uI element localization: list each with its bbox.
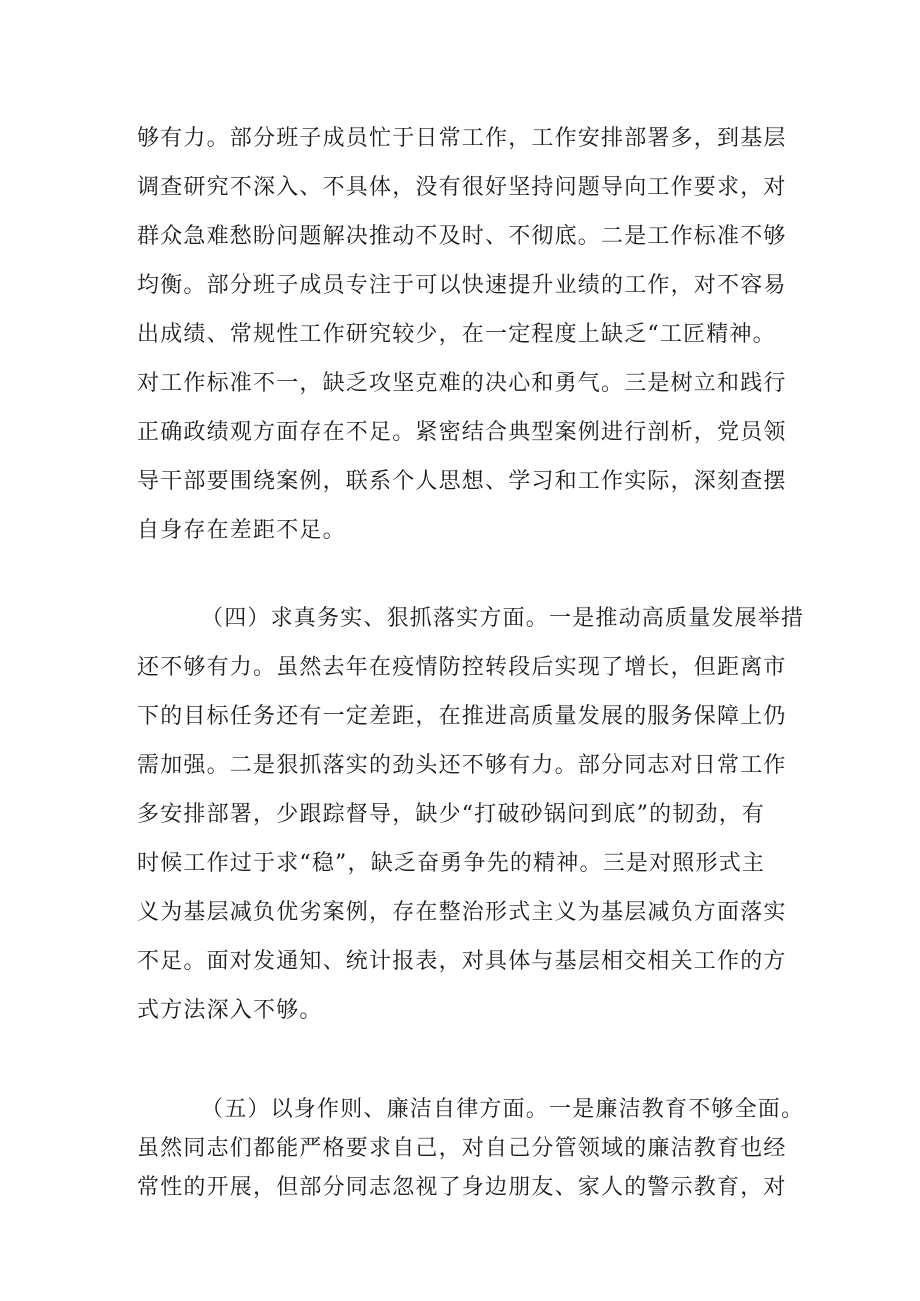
paragraph-work-standards — [137, 114, 797, 555]
text-line: （四）求真务实、狠抓落实方面。一是推动高质量发展举措 — [201, 606, 805, 631]
text-line: 群众急难愁盼问题解决推动不及时、不彻底。二是工作标准不够 — [137, 224, 787, 249]
text-line: 出成绩、常规性工作研究较少，在一定程度上缺乏“工匠精神。 — [137, 322, 776, 347]
text-line: 虽然同志们都能严格要求自己，对自己分管领域的廉洁教育也经 — [137, 1136, 787, 1161]
text-line: 常性的开展，但部分同志忽视了身边朋友、家人的警示教育，对 — [137, 1175, 787, 1200]
paragraph-section-four — [137, 594, 805, 1035]
text-line: 时候工作过于求“稳”，缺乏奋勇争先的精神。三是对照形式主 — [137, 851, 766, 876]
text-line: 对工作标准不一，缺乏攻坚克难的决心和勇气。三是树立和践行 — [137, 371, 787, 396]
paragraph-section-five — [137, 1090, 805, 1207]
text-line: 需加强。二是狠抓落实的劲头还不够有力。部分同志对日常工作 — [137, 753, 787, 778]
text-line: （五）以身作则、廉洁自律方面。一是廉洁教育不够全面。 — [201, 1097, 805, 1122]
text-line: 均衡。部分班子成员专注于可以快速提升业绩的工作，对不容易 — [137, 273, 787, 298]
text-line: 自身存在差距不足。 — [137, 518, 346, 543]
text-line: 正确政绩观方面存在不足。紧密结合典型案例进行剖析，党员领 — [137, 420, 787, 445]
text-line: 还不够有力。虽然去年在疫情防控转段后实现了增长，但距离市 — [137, 655, 787, 680]
text-line: 多安排部署，少跟踪督导，缺少“打破砂锅问到底”的韧劲，有 — [137, 802, 766, 827]
text-line: 下的目标任务还有一定差距，在推进高质量发展的服务保障上仍 — [137, 704, 787, 729]
text-line: 导干部要围绕案例，联系个人思想、学习和工作实际，深刻查摆 — [137, 469, 787, 494]
text-line: 调查研究不深入、不具体，没有很好坚持问题导向工作要求，对 — [137, 175, 787, 200]
text-line: 义为基层减负优劣案例，存在整治形式主义为基层减负方面落实 — [137, 900, 787, 925]
text-line: 不足。面对发通知、统计报表，对具体与基层相交相关工作的方 — [137, 949, 787, 974]
text-line: 式方法深入不够。 — [137, 998, 323, 1023]
text-line: 够有力。部分班子成员忙于日常工作，工作安排部署多，到基层 — [137, 126, 787, 151]
